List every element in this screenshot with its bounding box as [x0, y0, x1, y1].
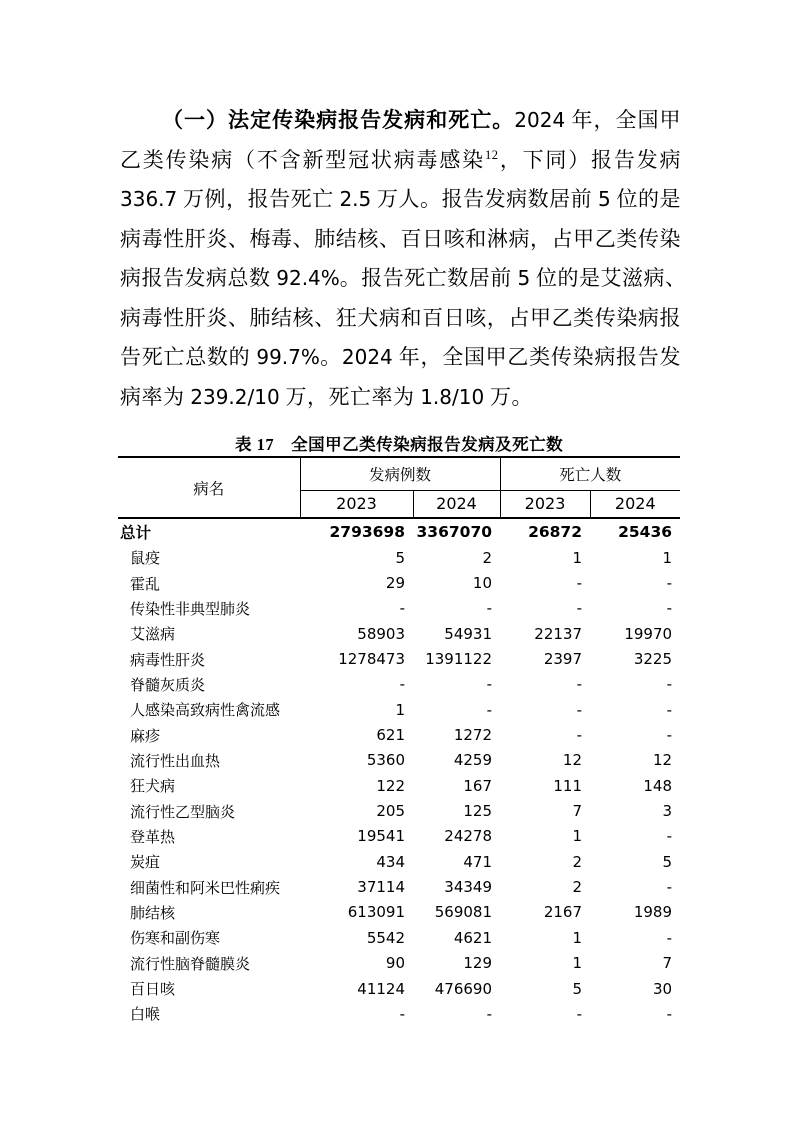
value-cell: 2 [482, 548, 493, 567]
table-row [118, 621, 680, 646]
disease-name-cell: 伤寒和副伤寒 [130, 931, 221, 948]
value-cell: 7 [662, 954, 673, 973]
value-cell: - [576, 675, 583, 694]
text-segment: 。报告死亡数居前 [339, 266, 518, 290]
text-segment: 万。 [484, 384, 533, 409]
table-caption: 表 17 全国甲乙类传染病报告发病及死亡数 [234, 435, 564, 454]
table-row [118, 773, 680, 798]
value-cell: 12 [562, 751, 583, 770]
value-cell: 37114 [357, 878, 405, 897]
body-paragraph [120, 101, 687, 417]
disease-statistics-table [118, 456, 680, 1027]
text-segment: 病毒性肝炎、肺结核、狂犬病和百日咳，占甲乙类传染病报 [120, 305, 681, 330]
paragraph-line [120, 338, 681, 378]
table-row [118, 570, 680, 595]
numeric-text-segment: 2.5 [339, 187, 372, 211]
value-cell: 25436 [618, 523, 673, 541]
disease-name-cell: 艾滋病 [130, 627, 176, 644]
value-cell: 2 [572, 852, 583, 871]
text-segment: 万例，报告死亡 [177, 187, 340, 211]
disease-name-cell: 流行性乙型脑炎 [130, 804, 236, 821]
paragraph-line [120, 259, 687, 299]
value-cell: 3225 [633, 650, 673, 669]
value-cell: 30 [652, 979, 673, 998]
value-cell: 613091 [347, 903, 405, 922]
numeric-text-segment: 92.4% [276, 266, 340, 290]
table-row [118, 798, 680, 823]
header-disease-name: 病名 [118, 457, 300, 518]
value-cell: - [576, 700, 583, 719]
value-cell: 26872 [528, 523, 583, 541]
value-cell: 122 [376, 776, 405, 795]
paragraph-line [120, 220, 681, 260]
value-cell: 10 [472, 574, 493, 593]
disease-name-cell: 鼠疫 [130, 551, 161, 568]
text-segment: 位的是艾滋病、 [530, 266, 687, 290]
disease-name-cell: 脊髓灰质炎 [130, 677, 206, 694]
value-cell: 569081 [434, 903, 493, 922]
value-cell: 1272 [453, 726, 493, 745]
header-deaths-2023: 2023 [500, 490, 590, 518]
text-segment: ，下同）报告发病 [498, 147, 681, 172]
value-cell: 2793698 [329, 523, 405, 541]
disease-name-cell: 白喉 [130, 1007, 161, 1024]
value-cell: - [666, 599, 673, 618]
value-cell: 1989 [633, 903, 673, 922]
value-cell: 1 [395, 700, 405, 719]
section-heading-segment: （一）法定传染病报告发病和死亡。 [162, 108, 515, 132]
disease-name-cell: 狂犬病 [130, 779, 176, 796]
value-cell: 471 [463, 852, 493, 871]
numeric-text-segment: 99.7% [256, 345, 320, 369]
table-row [118, 976, 680, 1001]
value-cell: - [576, 1004, 583, 1023]
header-group-incidence: 发病例数 [300, 457, 500, 490]
text-segment: 乙类传染病（不含新型冠状病毒感染 [120, 147, 485, 172]
text-segment: 告死亡总数的 [120, 345, 257, 369]
text-segment: 病报告发病总数 [120, 266, 277, 290]
value-cell: 125 [463, 802, 493, 821]
table-row [118, 748, 680, 773]
value-cell: - [576, 599, 583, 618]
value-cell: 24278 [444, 827, 493, 846]
value-cell: 1278473 [338, 650, 405, 669]
table-row [118, 596, 680, 621]
disease-name-cell: 霍乱 [130, 576, 161, 593]
value-cell: - [666, 878, 673, 897]
value-cell: 476690 [434, 979, 493, 998]
value-cell: - [666, 928, 673, 947]
table-row [118, 824, 680, 849]
disease-name-cell: 流行性出血热 [130, 753, 221, 770]
value-cell: 1 [662, 548, 673, 567]
table-row-total [118, 518, 680, 545]
value-cell: - [666, 700, 673, 719]
value-cell: - [399, 675, 405, 694]
paragraph-line [120, 299, 681, 339]
disease-name-cell: 人感染高致病性禽流感 [130, 703, 281, 720]
table-row [118, 951, 680, 976]
disease-name-cell: 总计 [120, 525, 152, 542]
value-cell: 1 [572, 954, 583, 973]
value-cell: 41124 [357, 979, 405, 998]
text-segment: 病率为 [120, 384, 191, 409]
disease-name-cell: 细菌性和阿米巴性痢疾 [130, 880, 281, 897]
value-cell: 2397 [543, 650, 583, 669]
disease-name-cell: 麻疹 [130, 728, 161, 745]
value-cell: 129 [463, 954, 493, 973]
table-row [118, 1001, 680, 1026]
value-cell: - [666, 726, 673, 745]
value-cell: - [486, 675, 493, 694]
value-cell: 167 [463, 776, 493, 795]
table-row [118, 849, 680, 874]
numeric-text-segment: 2024 [514, 108, 566, 132]
value-cell: 29 [385, 574, 405, 593]
value-cell: 4621 [453, 928, 493, 947]
value-cell: 1 [572, 548, 583, 567]
value-cell: 90 [385, 954, 405, 973]
value-cell: 22137 [534, 624, 583, 643]
value-cell: 2 [572, 878, 583, 897]
value-cell: - [486, 700, 493, 719]
table-row [118, 874, 680, 899]
value-cell: 111 [553, 776, 583, 795]
paragraph-line [120, 378, 681, 418]
header-incidence-2023: 2023 [300, 490, 413, 518]
table-body [118, 518, 680, 1027]
table-header [118, 457, 680, 518]
value-cell: 4259 [453, 751, 493, 770]
value-cell: 5360 [366, 751, 405, 770]
value-cell: 3367070 [416, 523, 493, 541]
disease-name-cell: 百日咳 [130, 982, 176, 999]
value-cell: - [399, 1004, 405, 1023]
table-row [118, 925, 680, 950]
numeric-text-segment: 5 [517, 266, 531, 290]
value-cell: 58903 [357, 624, 405, 643]
value-cell: 205 [376, 802, 405, 821]
table-row [118, 545, 680, 570]
value-cell: - [666, 1004, 673, 1023]
paragraph-line [120, 141, 681, 181]
header-incidence-2024: 2024 [413, 490, 500, 518]
value-cell: 5 [572, 979, 583, 998]
table-row [118, 697, 680, 722]
disease-name-cell: 登革热 [130, 829, 176, 846]
value-cell: 2167 [543, 903, 583, 922]
table-row [118, 646, 680, 671]
disease-name-cell: 炭疽 [130, 855, 161, 872]
value-cell: 621 [376, 726, 405, 745]
text-segment: 年，全国甲乙类传染病报告发 [392, 345, 682, 369]
value-cell: 54931 [444, 624, 493, 643]
value-cell: - [666, 827, 673, 846]
value-cell: 12 [652, 751, 673, 770]
table-row [118, 672, 680, 697]
paragraph-line [120, 101, 681, 141]
text-segment: 万，死亡率为 [279, 384, 421, 409]
text-segment: 病毒性肝炎、梅毒、肺结核、百日咳和淋病，占甲乙类传染 [120, 226, 681, 251]
value-cell: - [486, 1004, 493, 1023]
value-cell: 3 [662, 802, 673, 821]
header-group-deaths: 死亡人数 [500, 457, 680, 490]
numeric-text-segment: 2024 [341, 345, 393, 369]
value-cell: - [399, 599, 405, 618]
value-cell: - [486, 599, 493, 618]
value-cell: 19970 [624, 624, 673, 643]
value-cell: 148 [643, 776, 673, 795]
text-segment: 。 [319, 345, 342, 369]
value-cell: 1 [572, 827, 583, 846]
numeric-text-segment: 1.8/10 [420, 384, 485, 409]
value-cell: - [666, 675, 673, 694]
text-segment: 位的是 [610, 187, 682, 211]
disease-name-cell: 病毒性肝炎 [130, 652, 206, 669]
paragraph-line [120, 180, 681, 220]
value-cell: 5542 [366, 928, 405, 947]
value-cell: 5 [662, 852, 673, 871]
value-cell: - [576, 574, 583, 593]
value-cell: - [576, 726, 583, 745]
value-cell: 434 [376, 852, 405, 871]
value-cell: 5 [395, 548, 405, 567]
text-segment: 年，全国甲 [565, 108, 682, 132]
disease-name-cell: 流行性脑脊髓膜炎 [130, 956, 251, 973]
disease-name-cell: 肺结核 [130, 905, 176, 922]
value-cell: 1 [572, 928, 583, 947]
value-cell: - [666, 574, 673, 593]
value-cell: 34349 [444, 878, 493, 897]
value-cell: 19541 [357, 827, 405, 846]
numeric-text-segment: 336.7 [120, 187, 178, 211]
numeric-text-segment: 239.2/10 [190, 384, 280, 409]
table-row [118, 900, 680, 925]
value-cell: 1391122 [425, 650, 493, 669]
numeric-text-segment: 5 [597, 187, 611, 211]
value-cell: 7 [572, 802, 583, 821]
header-deaths-2024: 2024 [590, 490, 680, 518]
table-row [118, 722, 680, 747]
text-segment: 万人。报告发病数居前 [371, 187, 598, 211]
disease-name-cell: 传染性非典型肺炎 [130, 601, 251, 618]
footnote-superscript: 12 [485, 147, 499, 162]
